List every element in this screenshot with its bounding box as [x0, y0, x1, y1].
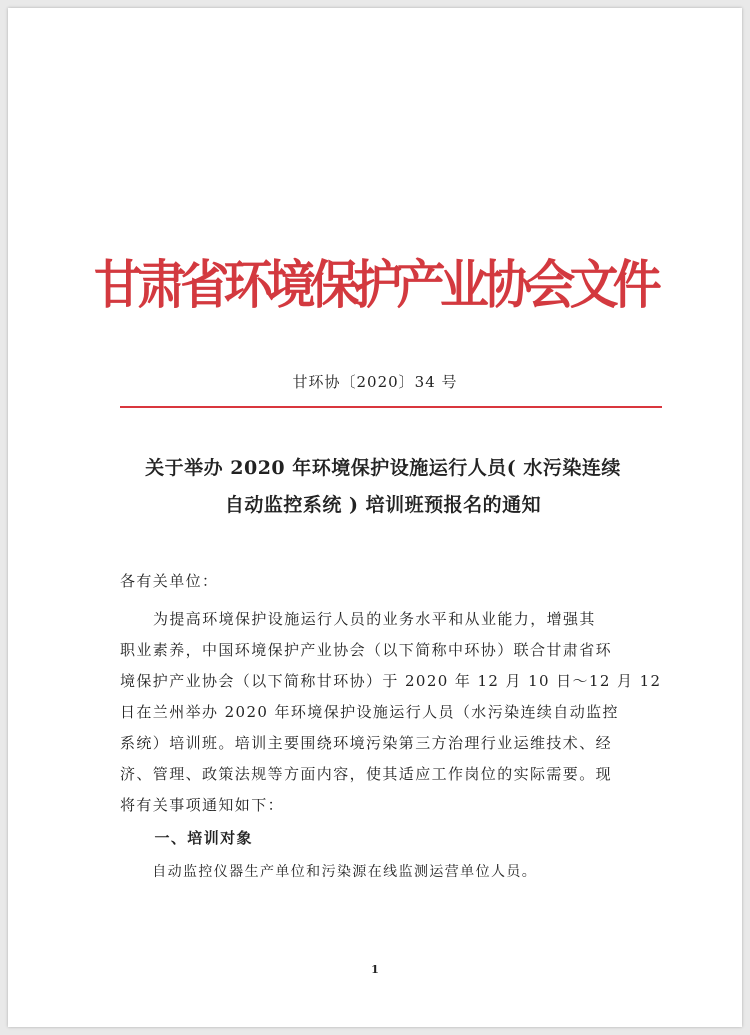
notice-title	[103, 450, 663, 524]
notice-body	[120, 571, 666, 887]
section-heading-training-target: 一、培训对象	[154, 829, 253, 847]
paragraph-line: 系统）培训班。培训主要围绕环境污染第三方治理行业运维技术、经	[120, 734, 613, 752]
paragraph-line: 为提高环境保护设施运行人员的业务水平和从业能力，增强其	[153, 610, 596, 628]
section-text-training-target: 自动监控仪器生产单位和污染源在线监测运营单位人员。	[152, 864, 538, 880]
notice-title-line: 关于举办 2020 年环境保护设施运行人员( 水污染连续	[145, 457, 621, 479]
salutation: 各有关单位：	[120, 572, 219, 590]
document-header-title: 甘肃省环境保护产业协会文件	[93, 255, 657, 316]
page-number: 1	[371, 963, 379, 976]
document-number: 甘环协〔2020〕34 号	[292, 373, 458, 391]
document-page	[8, 8, 742, 1027]
header-divider-rule	[120, 406, 662, 408]
paragraph-line: 职业素养，中国环境保护产业协会（以下简称中环协）联合甘肃省环	[120, 641, 613, 659]
intro-paragraph	[120, 604, 666, 821]
paragraph-line: 将有关事项通知如下：	[120, 796, 285, 814]
paragraph-line: 日在兰州举办 2020 年环境保护设施运行人员（水污染连续自动监控	[120, 703, 619, 721]
notice-title-line: 自动监控系统 ) 培训班预报名的通知	[224, 494, 542, 516]
paragraph-line: 济、管理、政策法规等方面内容，使其适应工作岗位的实际需要。现	[120, 765, 613, 783]
paragraph-line: 境保护产业协会（以下简称甘环协）于 2020 年 12 月 10 日～12 月 12	[120, 672, 662, 690]
